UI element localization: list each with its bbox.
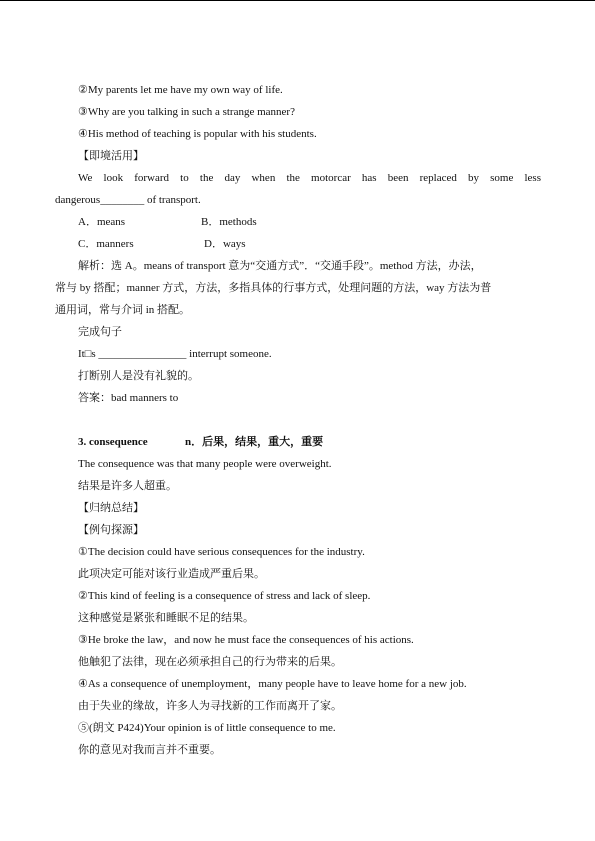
consequence-example-2-en: ②This kind of feeling is a consequence of stress and lack of sleep.	[78, 590, 371, 602]
consequence-example-4-en: ④As a consequence of unemployment，many people have to leave home for a new job.	[78, 678, 467, 690]
consequence-example-4-zh: 由于失业的缘故，许多人为寻找新的工作而离开了家。	[78, 700, 342, 712]
entry-example-en: The consequence was that many people were overweight.	[78, 458, 332, 470]
consequence-example-3-zh: 他触犯了法律，现在必须承担自己的行为带来的后果。	[78, 656, 342, 668]
practice-label: 【即境活用】	[78, 150, 144, 162]
consequence-example-5-zh: 你的意见对我而言并不重要。	[78, 744, 221, 756]
entry-definition: n．后果，结果，重大，重要	[185, 436, 324, 448]
complete-sentence-label: 完成句子	[78, 326, 122, 338]
example-sentence-2: ②My parents let me have my own way of life.	[78, 84, 283, 96]
options-row-1	[55, 211, 541, 233]
options-row-2	[55, 233, 541, 255]
analysis-line-3: 通用词，常与介词 in 搭配。	[55, 304, 191, 316]
example-sentence-4: ④His method of teaching is popular with his students.	[78, 128, 317, 140]
entry-heading	[55, 431, 541, 453]
complete-sentence-prompt: It□s ________________ interrupt someone.	[78, 348, 272, 360]
analysis-line-1: 解析：选 A。means of transport 意为“交通方式”．“交通手段”。method 方法，办法，	[78, 260, 482, 272]
consequence-example-2-zh: 这种感觉是紧张和睡眠不足的结果。	[78, 612, 254, 624]
example-sentence-3: ③Why are you talking in such a strange manner?	[78, 106, 295, 118]
summary-label: 【归纳总结】	[78, 502, 144, 514]
question-line-2: dangerous________ of transport.	[55, 194, 201, 206]
page-top-rule	[0, 0, 595, 1]
entry-example-zh: 结果是许多人超重。	[78, 480, 177, 492]
analysis-line-2: 常与 by 搭配；manner 方式，方法，多指具体的行事方式，处理问题的方法，way 方法为普	[55, 282, 492, 294]
complete-sentence-translation: 打断别人是没有礼貌的。	[78, 370, 199, 382]
document-page	[55, 79, 541, 761]
option-d: D．ways	[204, 238, 246, 250]
option-a: A．means	[78, 216, 126, 228]
complete-sentence-answer: 答案：bad manners to	[78, 392, 179, 404]
consequence-example-1-zh: 此项决定可能对该行业造成严重后果。	[78, 568, 265, 580]
question-line-1: We look forward to the day when the motorcar has been replaced by some less	[78, 172, 541, 184]
section-spacer	[55, 409, 541, 431]
consequence-example-5-en: ⑤(朗文 P424)Your opinion is of little consequence to me.	[78, 722, 336, 734]
entry-number: 3. consequence	[78, 436, 148, 448]
option-b: B．methods	[201, 216, 257, 228]
option-c: C．manners	[78, 238, 134, 250]
consequence-example-1-en: ①The decision could have serious consequences for the industry.	[78, 546, 365, 558]
examples-label: 【例句探源】	[78, 524, 144, 536]
consequence-example-3-en: ③He broke the law，and now he must face the consequences of his actions.	[78, 634, 414, 646]
